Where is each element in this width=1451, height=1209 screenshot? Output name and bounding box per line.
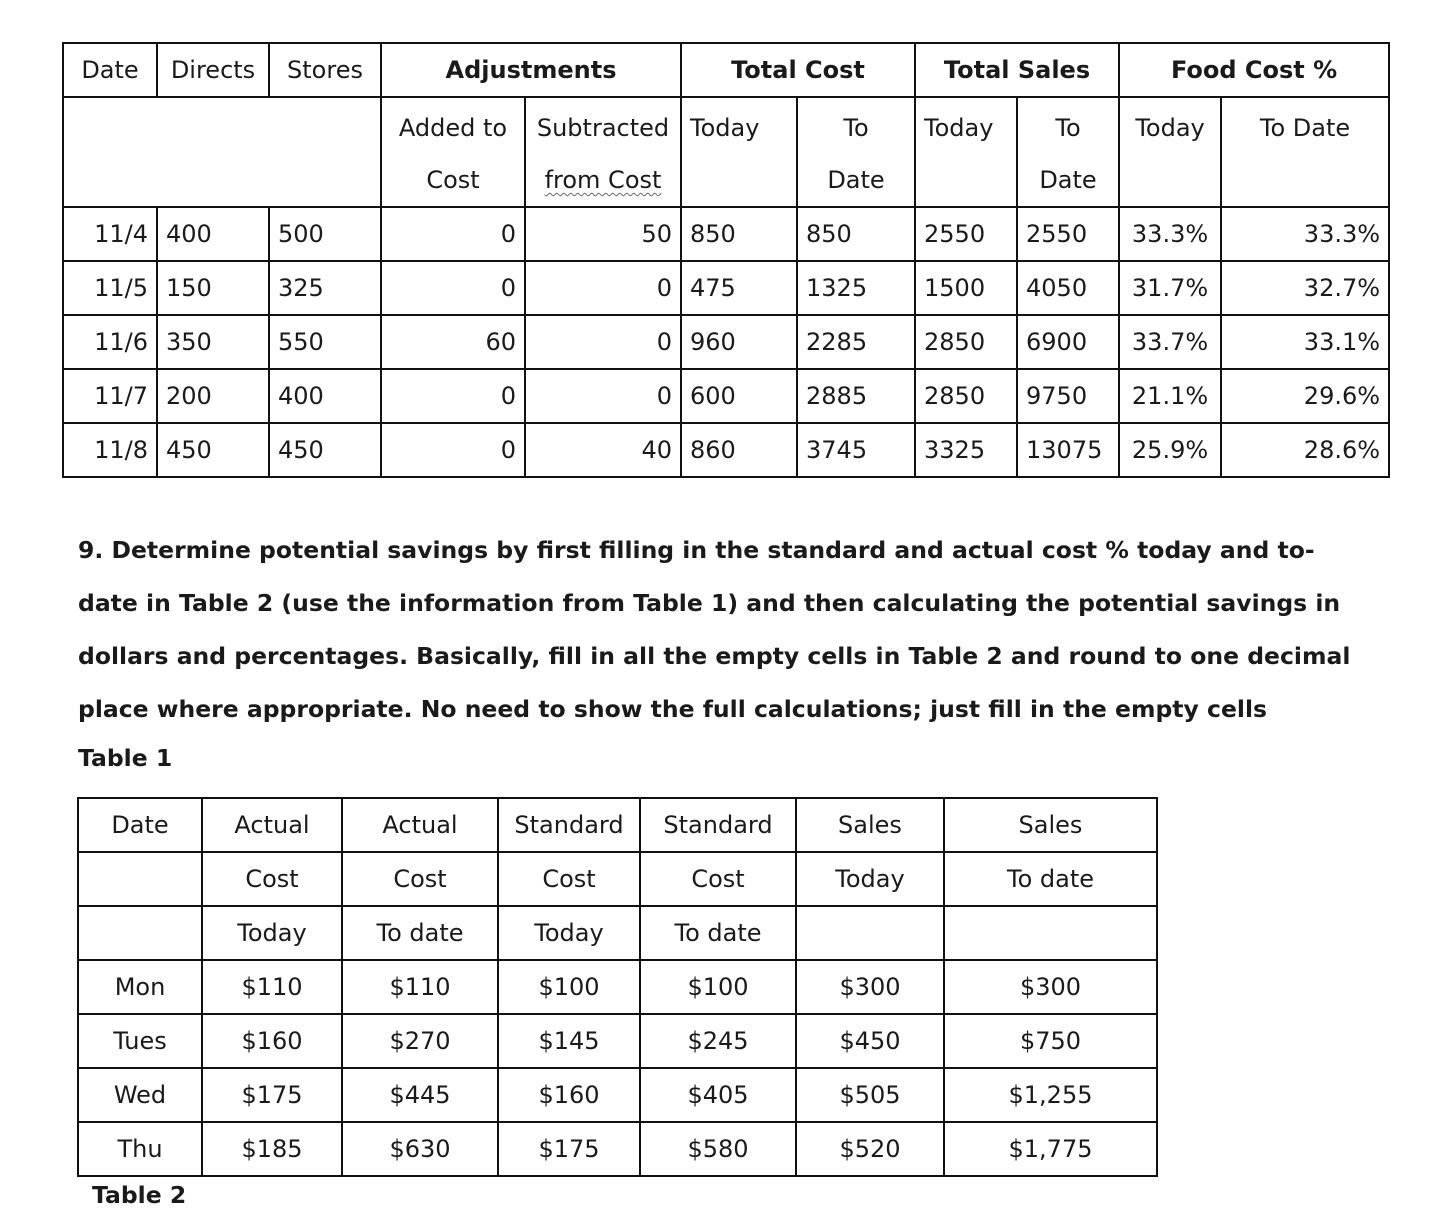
header-food-cost-pct: Food Cost %	[1119, 43, 1389, 97]
table2-header-row	[78, 852, 1157, 906]
cell-total-cost-today: 860	[681, 423, 797, 477]
cell-directs: 450	[157, 423, 269, 477]
table2-body	[78, 960, 1157, 1176]
cell-actual-cost-todate: $270	[342, 1014, 498, 1068]
table2-header-cell: Today	[202, 906, 342, 960]
cell-date: 11/5	[63, 261, 157, 315]
subheader-added-to-cost	[381, 97, 525, 207]
question-instructions: 9. Determine potential savings by first filling in the standard and actual cost % today and to-date in Table 2 (use the information from Table 1) and then calculating the potential savings in dollars and percentages. Basically, fill in all the empty cells in Table 2 and round to one decimal place where appropriate. No need to show the full calculations; just fill in the empty cells	[78, 536, 1351, 723]
cell-total-cost-today: 475	[681, 261, 797, 315]
cell-subtracted-from-cost: 0	[525, 261, 681, 315]
cell-sales-todate: $750	[944, 1014, 1157, 1068]
table2-header-cell	[78, 906, 202, 960]
cell-standard-cost-todate: $580	[640, 1122, 796, 1176]
cell-food-cost-todate: 28.6%	[1221, 423, 1389, 477]
cell-food-cost-today: 33.7%	[1119, 315, 1221, 369]
cell-actual-cost-today: $185	[202, 1122, 342, 1176]
cell-food-cost-today: 31.7%	[1119, 261, 1221, 315]
cell-day: Mon	[78, 960, 202, 1014]
table2-header-cell: Cost	[498, 852, 640, 906]
cell-subtracted-from-cost: 40	[525, 423, 681, 477]
cell-total-cost-today: 850	[681, 207, 797, 261]
subheader-subtracted-from-cost	[525, 97, 681, 207]
cell-food-cost-todate: 33.1%	[1221, 315, 1389, 369]
cell-total-sales-today: 1500	[915, 261, 1017, 315]
table2-header-cell: Cost	[342, 852, 498, 906]
table2-header-cell	[944, 906, 1157, 960]
table2-header-cell: Standard	[640, 798, 796, 852]
cell-actual-cost-today: $110	[202, 960, 342, 1014]
cell-total-cost-today: 600	[681, 369, 797, 423]
subheader-blank	[63, 97, 381, 207]
cell-added-to-cost: 0	[381, 423, 525, 477]
table2-header-row	[78, 906, 1157, 960]
cell-date: 11/7	[63, 369, 157, 423]
table2-header-cell	[796, 906, 944, 960]
cell-directs: 350	[157, 315, 269, 369]
subheader-tc-todate	[797, 97, 915, 207]
cell-food-cost-todate: 29.6%	[1221, 369, 1389, 423]
table2-header-cell: Cost	[202, 852, 342, 906]
cell-total-cost-today: 960	[681, 315, 797, 369]
table2-header-cell	[78, 852, 202, 906]
cell-sales-todate: $1,775	[944, 1122, 1157, 1176]
cell-standard-cost-todate: $405	[640, 1068, 796, 1122]
cell-total-sales-today: 2550	[915, 207, 1017, 261]
cell-food-cost-today: 25.9%	[1119, 423, 1221, 477]
cell-subtracted-from-cost: 50	[525, 207, 681, 261]
cell-stores: 500	[269, 207, 381, 261]
cell-day: Thu	[78, 1122, 202, 1176]
subheader-fc-todate: To Date	[1221, 97, 1389, 207]
table2-header	[78, 798, 1157, 960]
table-row	[63, 261, 1389, 315]
cell-subtracted-from-cost: 0	[525, 315, 681, 369]
header-adjustments: Adjustments	[381, 43, 681, 97]
subheader-fc-today: Today	[1119, 97, 1221, 207]
cell-stores: 400	[269, 369, 381, 423]
table2-header-cell: To date	[944, 852, 1157, 906]
cell-sales-today: $520	[796, 1122, 944, 1176]
cell-directs: 150	[157, 261, 269, 315]
cell-total-sales-todate: 6900	[1017, 315, 1119, 369]
cell-directs: 400	[157, 207, 269, 261]
cell-day: Wed	[78, 1068, 202, 1122]
cell-actual-cost-today: $175	[202, 1068, 342, 1122]
header-stores: Stores	[269, 43, 381, 97]
cell-date: 11/4	[63, 207, 157, 261]
subheader-ts-today: Today	[915, 97, 1017, 207]
header-date: Date	[63, 43, 157, 97]
table2-header-cell: Today	[796, 852, 944, 906]
cell-sales-today: $450	[796, 1014, 944, 1068]
cell-total-sales-todate: 4050	[1017, 261, 1119, 315]
cell-standard-cost-today: $100	[498, 960, 640, 1014]
cell-added-to-cost: 60	[381, 315, 525, 369]
cell-standard-cost-todate: $100	[640, 960, 796, 1014]
cell-date: 11/8	[63, 423, 157, 477]
cell-sales-todate: $300	[944, 960, 1157, 1014]
subheader-ts-todate-line1: To	[1055, 114, 1081, 142]
header-total-cost: Total Cost	[681, 43, 915, 97]
subheader-tc-today: Today	[681, 97, 797, 207]
cell-actual-cost-todate: $630	[342, 1122, 498, 1176]
cell-actual-cost-todate: $110	[342, 960, 498, 1014]
cell-total-sales-today: 2850	[915, 369, 1017, 423]
cell-sales-todate: $1,255	[944, 1068, 1157, 1122]
caption-table-1: Table 1	[78, 744, 173, 772]
table2-header-row	[78, 798, 1157, 852]
table-row	[63, 315, 1389, 369]
cell-directs: 200	[157, 369, 269, 423]
table-row	[78, 1068, 1157, 1122]
subheader-tc-todate-line2: Date	[827, 166, 885, 194]
table2-header-cell: Actual	[342, 798, 498, 852]
cell-food-cost-todate: 32.7%	[1221, 261, 1389, 315]
table2-header-cell: Date	[78, 798, 202, 852]
table2-header-cell: Sales	[944, 798, 1157, 852]
subheader-ts-todate	[1017, 97, 1119, 207]
caption-table-2: Table 2	[92, 1181, 187, 1209]
subheader-subtracted-line1: Subtracted	[536, 114, 670, 142]
subheader-subtracted-line2: from Cost	[544, 166, 662, 194]
cell-standard-cost-today: $145	[498, 1014, 640, 1068]
header-total-sales: Total Sales	[915, 43, 1119, 97]
table2-header-cell: Cost	[640, 852, 796, 906]
cell-total-sales-todate: 9750	[1017, 369, 1119, 423]
cell-total-sales-todate: 13075	[1017, 423, 1119, 477]
cell-added-to-cost: 0	[381, 207, 525, 261]
cell-added-to-cost: 0	[381, 369, 525, 423]
cell-total-cost-todate: 2285	[797, 315, 915, 369]
food-cost-table	[62, 42, 1390, 478]
cell-total-cost-todate: 2885	[797, 369, 915, 423]
cell-total-sales-today: 2850	[915, 315, 1017, 369]
table2-header-cell: Today	[498, 906, 640, 960]
cell-sales-today: $505	[796, 1068, 944, 1122]
cell-food-cost-today: 33.3%	[1119, 207, 1221, 261]
header-directs: Directs	[157, 43, 269, 97]
table-row	[63, 423, 1389, 477]
table2-header-cell: Sales	[796, 798, 944, 852]
cell-standard-cost-todate: $245	[640, 1014, 796, 1068]
table-row	[78, 1122, 1157, 1176]
cell-total-sales-today: 3325	[915, 423, 1017, 477]
table2-header-cell: To date	[640, 906, 796, 960]
cell-total-cost-todate: 850	[797, 207, 915, 261]
table-row	[78, 960, 1157, 1014]
table2-header-cell: Actual	[202, 798, 342, 852]
cell-total-sales-todate: 2550	[1017, 207, 1119, 261]
cell-subtracted-from-cost: 0	[525, 369, 681, 423]
cell-actual-cost-today: $160	[202, 1014, 342, 1068]
table1-header-row	[63, 43, 1389, 97]
table-row	[63, 207, 1389, 261]
cell-total-cost-todate: 3745	[797, 423, 915, 477]
subheader-added-line1: Added to	[398, 114, 508, 142]
table-row	[63, 369, 1389, 423]
cell-day: Tues	[78, 1014, 202, 1068]
cell-food-cost-today: 21.1%	[1119, 369, 1221, 423]
cost-sales-table	[77, 797, 1158, 1177]
cell-stores: 325	[269, 261, 381, 315]
cell-food-cost-todate: 33.3%	[1221, 207, 1389, 261]
table1-body	[63, 207, 1389, 477]
cell-stores: 450	[269, 423, 381, 477]
cell-total-cost-todate: 1325	[797, 261, 915, 315]
subheader-tc-todate-line1: To	[843, 114, 869, 142]
cell-sales-today: $300	[796, 960, 944, 1014]
subheader-ts-todate-line2: Date	[1039, 166, 1097, 194]
cell-standard-cost-today: $160	[498, 1068, 640, 1122]
cell-stores: 550	[269, 315, 381, 369]
table2-header-cell: Standard	[498, 798, 640, 852]
table2-header-cell: To date	[342, 906, 498, 960]
subheader-added-line2: Cost	[426, 166, 480, 194]
table-row	[78, 1014, 1157, 1068]
cell-actual-cost-todate: $445	[342, 1068, 498, 1122]
cell-added-to-cost: 0	[381, 261, 525, 315]
table1-subheader-row	[63, 97, 1389, 207]
cell-standard-cost-today: $175	[498, 1122, 640, 1176]
cell-date: 11/6	[63, 315, 157, 369]
